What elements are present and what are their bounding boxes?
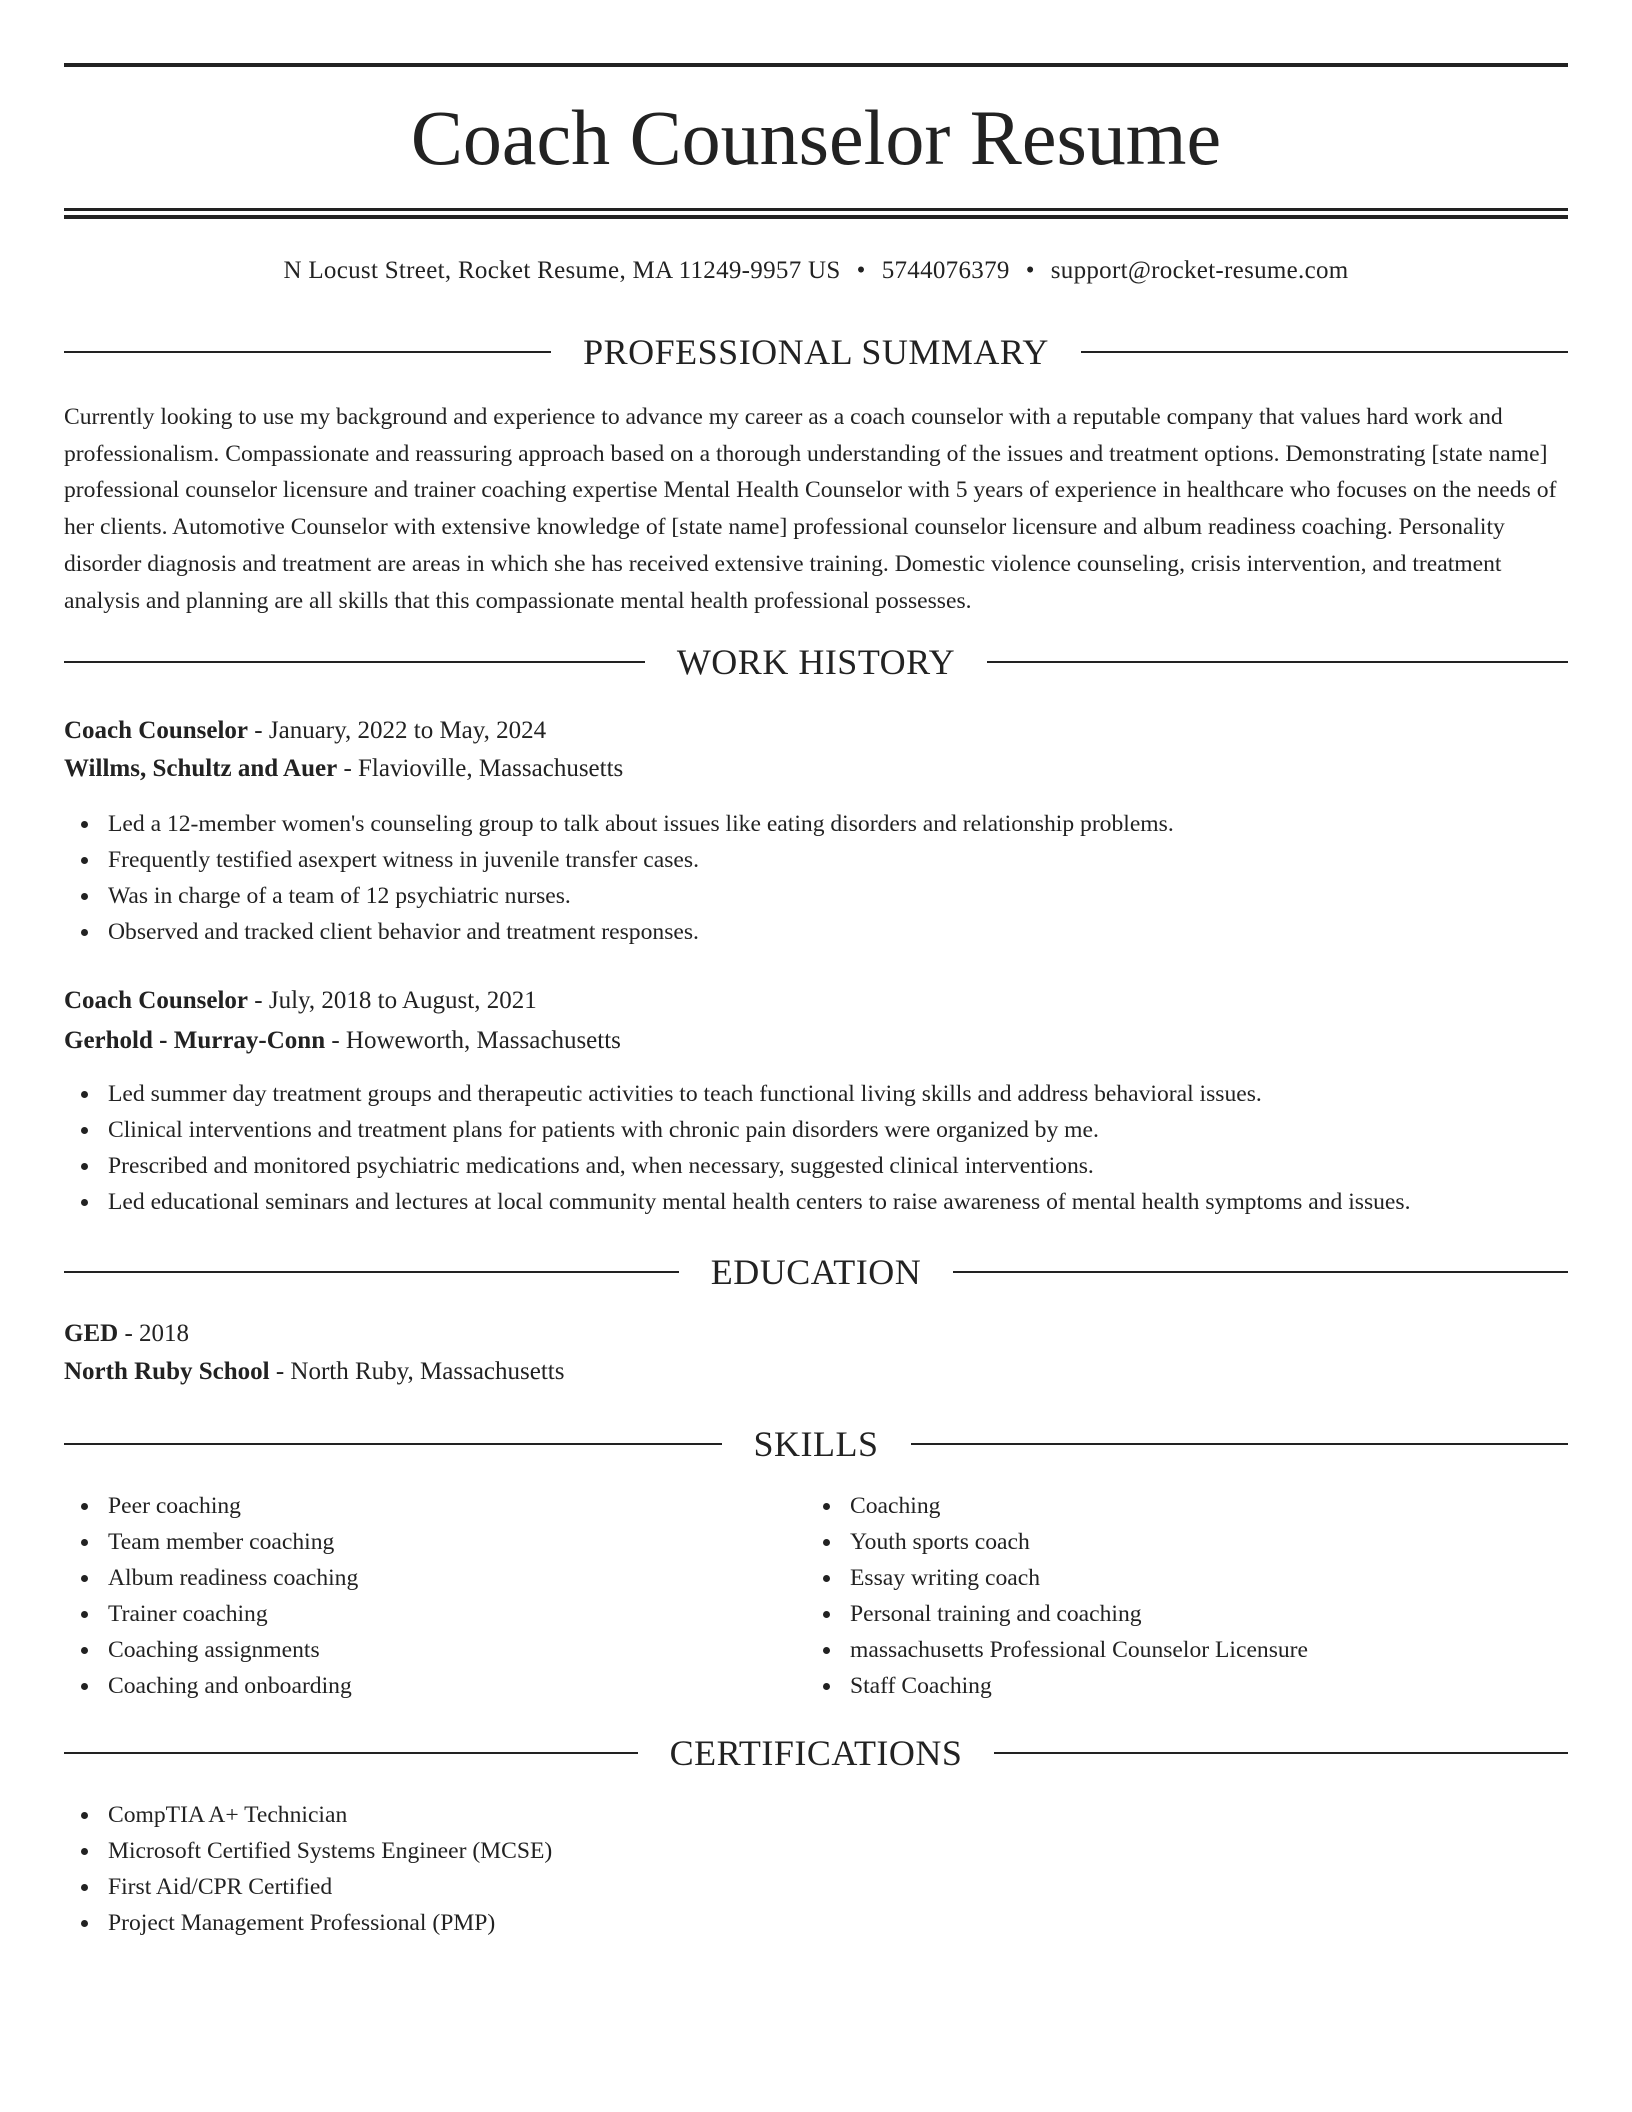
job-dates: - July, 2018 to August, 2021: [248, 987, 537, 1014]
job-title-line: [64, 983, 1568, 1019]
section-title: CERTIFICATIONS: [669, 1733, 963, 1773]
job-dates: - January, 2022 to May, 2024: [248, 717, 547, 744]
title-rule: [64, 215, 1568, 219]
list-item: Led educational seminars and lectures at local community mental health centers to raise awareness of mental health symptoms and issues.: [64, 1184, 1410, 1220]
heading-rule: [911, 1443, 1569, 1445]
job-title: Coach Counselor: [64, 987, 249, 1014]
section-title: PROFESSIONAL SUMMARY: [583, 332, 1049, 372]
job-company-line: [64, 1023, 1568, 1059]
job-bullets: [64, 806, 1174, 950]
job-title: Coach Counselor: [64, 717, 249, 744]
summary-paragraph: Currently looking to use my background and experience to advance my career as a coach counselor with a reputable company that values hard work and professionalism. Compassionate and reassuring approach based on a thorough understanding of the issues and treatment options. Demonstrating [state name] professional counselor licensure and trainer coaching expertise Mental Health Counselor with 5 years of experience in healthcare who focuses on the needs of her clients. Automotive Counselor with extensive knowledge of [state name] professional counselor licensure and album readiness coaching. Personality disorder diagnosis and treatment are areas in which she has received extensive training. Domestic violence counseling, crisis intervention, and treatment analysis and planning are all skills that this compassionate mental health professional possesses.: [64, 404, 1557, 614]
heading-rule: [64, 661, 645, 663]
list-item: Frequently testified asexpert witness in juvenile transfer cases.: [64, 842, 1174, 878]
section-title: WORK HISTORY: [676, 642, 956, 682]
list-item: Led summer day treatment groups and therapeutic activities to teach functional living skills and address behavioral issues.: [64, 1076, 1410, 1112]
section-heading-summary: [64, 327, 1568, 377]
job-company: Gerhold - Murray-Conn: [64, 1027, 326, 1054]
education-year: - 2018: [118, 1320, 190, 1347]
certification-item: Project Management Professional (PMP): [64, 1905, 552, 1941]
contact-email[interactable]: support@rocket-resume.com: [1050, 257, 1349, 284]
education-school: North Ruby School: [64, 1358, 270, 1385]
heading-rule: [64, 1443, 722, 1445]
certification-item: First Aid/CPR Certified: [64, 1869, 552, 1905]
skill-item: Team member coaching: [64, 1524, 358, 1560]
job-company: Willms, Schultz and Auer: [64, 755, 338, 782]
title-rule: [64, 208, 1568, 211]
skill-item: Coaching and onboarding: [64, 1668, 358, 1704]
skill-item: Personal training and coaching: [806, 1596, 1308, 1632]
education-degree-line: [64, 1316, 1568, 1352]
skill-item: Trainer coaching: [64, 1596, 358, 1632]
skill-item: massachusetts Professional Counselor Licensure: [806, 1632, 1308, 1668]
resume-title: Coach Counselor Resume: [410, 94, 1222, 181]
contact-separator: •: [856, 257, 866, 284]
section-heading-skills: [64, 1419, 1568, 1469]
list-item: Was in charge of a team of 12 psychiatric nurses.: [64, 878, 1174, 914]
skill-item: Youth sports coach: [806, 1524, 1308, 1560]
skill-item: Peer coaching: [64, 1488, 358, 1524]
heading-rule: [64, 1752, 638, 1754]
heading-rule: [64, 1271, 679, 1273]
heading-rule: [1081, 351, 1568, 353]
skill-item: Coaching assignments: [64, 1632, 358, 1668]
contact-line: [64, 253, 1568, 289]
education-location: - North Ruby, Massachusetts: [269, 1358, 565, 1385]
list-item: Clinical interventions and treatment plans for patients with chronic pain disorders were organized by me.: [64, 1112, 1410, 1148]
skill-item: Album readiness coaching: [64, 1560, 358, 1596]
job-bullets: [64, 1076, 1410, 1220]
heading-rule: [994, 1752, 1568, 1754]
certification-item: CompTIA A+ Technician: [64, 1797, 552, 1833]
skill-item: Essay writing coach: [806, 1560, 1308, 1596]
job-title-line: [64, 713, 1568, 749]
list-item: Observed and tracked client behavior and treatment responses.: [64, 914, 1174, 950]
certifications-list: [64, 1797, 552, 1941]
section-heading-education: [64, 1247, 1568, 1297]
skill-item: Staff Coaching: [806, 1668, 1308, 1704]
job-location: - Flavioville, Massachusetts: [337, 755, 624, 782]
top-rule: [64, 63, 1568, 67]
job-location: - Howeworth, Massachusetts: [325, 1027, 621, 1054]
section-title: EDUCATION: [710, 1252, 922, 1292]
contact-phone: 5744076379: [881, 257, 1010, 284]
section-heading-certifications: [64, 1728, 1568, 1778]
skills-list-right: [806, 1488, 1308, 1704]
heading-rule: [987, 661, 1568, 663]
contact-address: N Locust Street, Rocket Resume, MA 11249-9957 US: [283, 257, 841, 284]
skill-item: Coaching: [806, 1488, 1308, 1524]
section-title: SKILLS: [753, 1424, 879, 1464]
list-item: Prescribed and monitored psychiatric medications and, when necessary, suggested clinical interventions.: [64, 1148, 1410, 1184]
skills-list-left: [64, 1488, 358, 1704]
job-company-line: [64, 751, 1568, 787]
list-item: Led a 12-member women's counseling group to talk about issues like eating disorders and relationship problems.: [64, 806, 1174, 842]
contact-separator: •: [1025, 257, 1035, 284]
education-degree: GED: [64, 1320, 119, 1347]
heading-rule: [64, 351, 551, 353]
certification-item: Microsoft Certified Systems Engineer (MCSE): [64, 1833, 552, 1869]
education-school-line: [64, 1354, 1568, 1390]
section-heading-work: [64, 637, 1568, 687]
heading-rule: [953, 1271, 1568, 1273]
